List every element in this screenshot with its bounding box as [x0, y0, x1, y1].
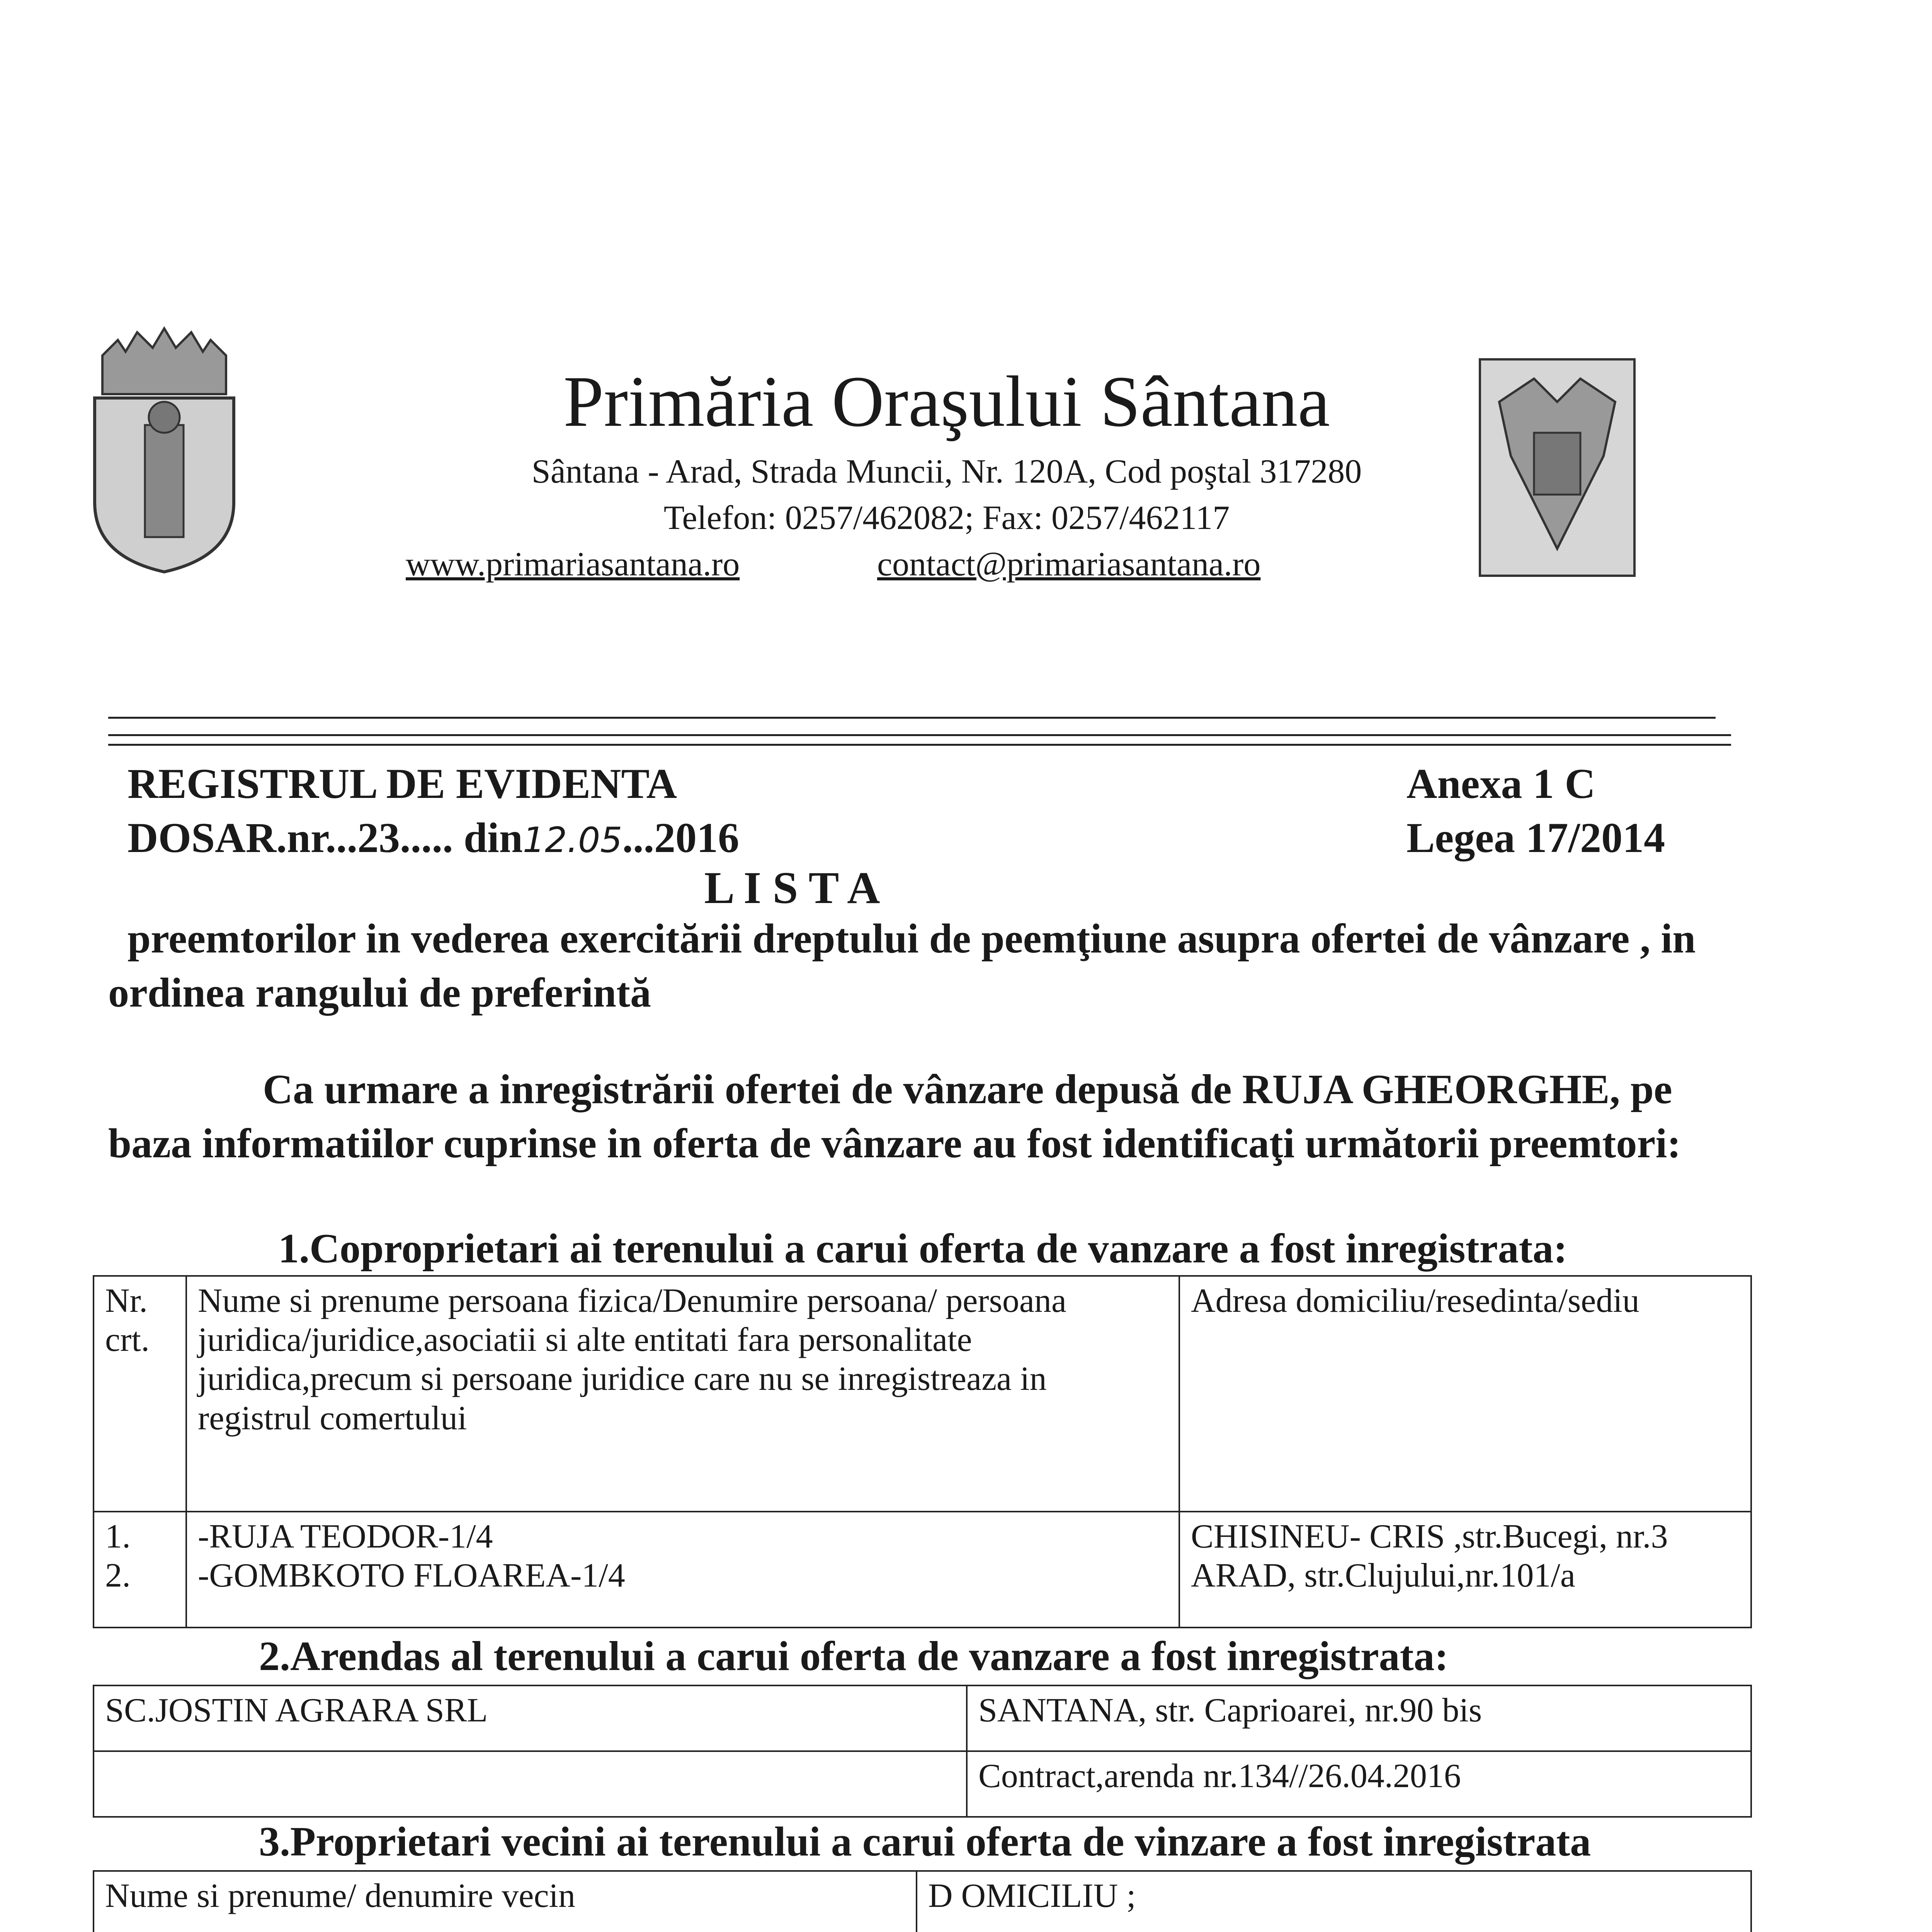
tenant-contract-row [94, 1751, 1751, 1817]
romania-coat-of-arms-icon [1476, 355, 1638, 580]
dosar-line [128, 813, 739, 862]
col-address-header: Adresa domiciliu/resedinta/sediu [1179, 1276, 1751, 1512]
neighbors-table [93, 1870, 1752, 1932]
coowner-1-name: -RUJA TEODOR-1/4 [198, 1518, 493, 1555]
header-rule-thin [108, 717, 1716, 719]
dosar-prefix: DOSAR.nr...23..... din [128, 814, 523, 861]
tenant-table [93, 1685, 1752, 1818]
institution-address: Sântana - Arad, Strada Muncii, Nr. 120A, Cod poştal 317280 [531, 453, 1362, 490]
tenant-name: SC.JOSTIN AGRARA SRL [94, 1685, 967, 1751]
registry-title: REGISTRUL DE EVIDENTA [128, 760, 677, 807]
website-link[interactable]: www.primariasantana.ro [406, 546, 740, 583]
neighbor-address-header: D OMICILIU ; [917, 1871, 1751, 1932]
coowner-1-address: CHISINEU- CRIS ,str.Bucegi, nr.3 [1191, 1518, 1668, 1555]
coowner-2-name: -GOMBKOTO FLOAREA-1/4 [198, 1557, 625, 1595]
institution-phone-fax: Telefon: 0257/462082; Fax: 0257/462117 [663, 499, 1230, 537]
tenant-empty-cell [94, 1751, 967, 1817]
annex-label: Anexa 1 C [1406, 760, 1595, 807]
list-subtitle: preemtorilor in vederea exercitării dreptului de peemţiune asupra ofertei de vânzare , in ordinea rangului de preferintă [108, 916, 1696, 1016]
tenant-address: SANTANA, str. Caprioarei, nr.90 bis [967, 1685, 1751, 1751]
col-name-header: Nume si prenume persoana fizica/Denumire persoana/ persoana juridica/juridice,asociatii si alte entitati fara personalitate juridica,precum si persoane juridice care nu se inregistreaza in registrul comertului [186, 1276, 1179, 1512]
tenant-contract: Contract,arenda nr.134//26.04.2016 [967, 1751, 1751, 1817]
list-title: L I S T A [704, 862, 880, 913]
email-link[interactable]: contact@primariasantana.ro [877, 546, 1261, 583]
col-nr-header: Nr. crt. [94, 1276, 186, 1512]
city-coat-of-arms-icon [87, 325, 242, 576]
section2-heading: 2.Arendas al terenului a carui oferta de vanzare a fost inregistrata: [259, 1633, 1449, 1679]
coowner-2-address: ARAD, str.Clujului,nr.101/a [1191, 1557, 1575, 1595]
header-rule-double-top [108, 734, 1731, 736]
law-label: Legea 17/2014 [1406, 814, 1665, 861]
header-rule-double-bottom [108, 744, 1731, 746]
neighbor-name-header: Nume si prenume/ denumire vecin [94, 1871, 917, 1932]
dosar-date: 12.05 [522, 820, 622, 861]
row-name-cell [186, 1512, 1179, 1628]
institution-name: Primăria Oraşului Sântana [563, 361, 1330, 442]
dosar-year: ...2016 [622, 814, 740, 861]
section3-heading: 3.Proprietari vecini ai terenului a carui oferta de vinzare a fost inregistrata [259, 1819, 1591, 1865]
neighbors-header-row [94, 1871, 1751, 1932]
row-nr-cell: 1. 2. [94, 1512, 186, 1628]
intro-paragraph: Ca urmare a inregistrării ofertei de vânzare depusă de RUJA GHEORGHE, pe baza informatiilor cuprinse in oferta de vânzare au fost identificaţi următorii preemtori: [108, 1066, 1681, 1167]
coowners-data-row [94, 1512, 1751, 1628]
tenant-row [94, 1685, 1751, 1751]
coowners-table [93, 1275, 1752, 1628]
coowners-header-row [94, 1276, 1751, 1512]
row-address-cell [1179, 1512, 1751, 1628]
section1-heading: 1.Coproprietari ai terenului a carui oferta de vanzare a fost inregistrata: [278, 1226, 1568, 1272]
